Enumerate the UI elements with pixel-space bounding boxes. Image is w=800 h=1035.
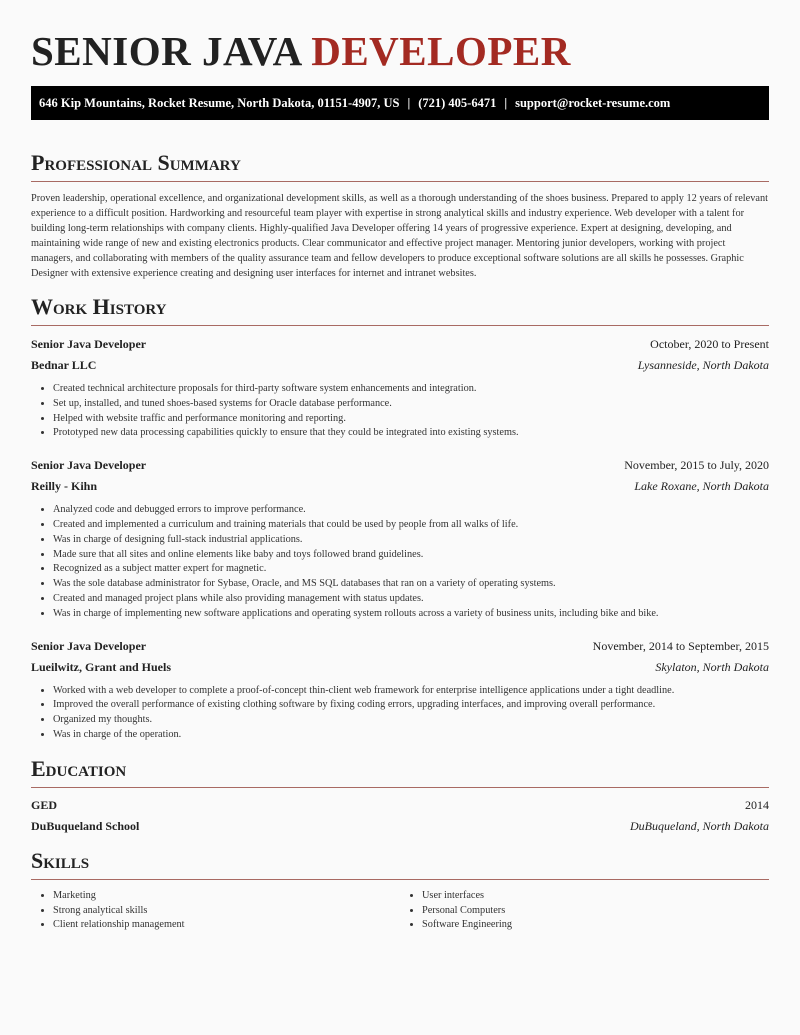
work-heading: Work History (31, 294, 769, 326)
summary-section (31, 150, 769, 281)
work-section (31, 294, 769, 743)
list-item: • Client relationship management (53, 918, 400, 933)
job-company: Bednar LLC (31, 358, 97, 372)
job-entry (31, 639, 769, 743)
summary-text: Proven leadership, operational excellence, and organizational development skills, as well as a thorough understanding of the shoes business. Prepared to apply 12 years of relevant experience to a difficult position. Hardworking and resourceful team player with expertise in strong analytical skills and industry experience. Web developer with a talent for building long-term relationships with company clients. Highly-qualified Java Developer offering 14 years of progressive experience. Expert at designing, developing, and maintaining wide range of new and existing electronics products. Clear communicator and effective project manager. Mentoring junior developers, working with project managers, and collaborating with members of the quality assurance team and fellow developers to produce exceptional software solutions are all skills he possesses. Graphic Designer with extensive experience creating and designing user interfaces for internet and intranet websites. (31, 193, 768, 279)
contact-phone: (721) 405-6471 (418, 95, 497, 110)
list-item: • Organized my thoughts. (53, 713, 769, 728)
contact-address: 646 Kip Mountains, Rocket Resume, North Dakota, 01151-4907, US (39, 95, 400, 110)
skills-section (31, 848, 769, 933)
contact-email: support@rocket-resume.com (515, 95, 671, 110)
education-year: 2014 (745, 797, 769, 812)
job-dates: October, 2020 to Present (650, 337, 769, 351)
list-item: • Created technical architecture proposals for third-party software system enhancements and integration. (53, 382, 769, 397)
job-entry (31, 458, 769, 621)
job-location: Lysanneside, North Dakota (637, 358, 769, 372)
education-heading: Education (31, 756, 769, 788)
job-entry (31, 337, 769, 441)
list-item: • Strong analytical skills (53, 904, 400, 919)
list-item: • Recognized as a subject matter expert for magnetic. (53, 562, 769, 577)
list-item: • Marketing (53, 889, 400, 904)
list-item: • User interfaces (422, 889, 769, 904)
list-item: • Set up, installed, and tuned shoes-based systems for Oracle database performance. (53, 397, 769, 412)
list-item: • Software Engineering (422, 918, 769, 933)
list-item: • Created and implemented a curriculum and training materials that could be used by people from all walks of life. (53, 518, 769, 533)
list-item: • Analyzed code and debugged errors to improve performance. (53, 503, 769, 518)
job-location: Skylaton, North Dakota (655, 659, 769, 674)
education-location: DuBuqueland, North Dakota (630, 818, 769, 833)
list-item: • Was in charge of designing full-stack industrial applications. (53, 533, 769, 548)
list-item: • Was the sole database administrator for Sybase, Oracle, and MS SQL databases that ran on a variety of operating systems. (53, 577, 769, 592)
contact-separator: | (504, 95, 508, 110)
list-item: • Helped with website traffic and performance monitoring and reporting. (53, 412, 769, 427)
job-company: Reilly - Kihn (31, 479, 98, 494)
skills-columns (31, 880, 769, 933)
job-bullets (31, 684, 769, 743)
job-bullets (31, 382, 769, 441)
resume-name (31, 0, 769, 72)
list-item: • Personal Computers (422, 904, 769, 919)
list-item: • Prototyped new data processing capabilities quickly to ensure that they could be integrated into existing systems. (53, 426, 769, 441)
list-item: • Created and managed project plans while also providing management with status updates. (53, 592, 769, 607)
job-title: Senior Java Developer (31, 337, 147, 351)
job-title: Senior Java Developer (31, 458, 147, 473)
contact-separator: | (407, 95, 411, 110)
job-title: Senior Java Developer (31, 638, 147, 653)
list-item: • Improved the overall performance of existing clothing software by fixing coding errors, upgrading interfaces, and improving overall performance. (53, 698, 769, 713)
job-dates: November, 2014 to September, 2015 (592, 638, 769, 653)
education-degree: GED (31, 797, 58, 812)
name-last: DEVELOPER (311, 28, 571, 74)
list-item: • Worked with a web developer to complete a proof-of-concept thin-client web framework for enterprise intelligence applications under a tight deadline. (53, 684, 769, 699)
list-item: • Was in charge of implementing new software applications and operating system rollouts across a variety of business units, including bike and bike. (53, 607, 769, 622)
job-location: Lake Roxane, North Dakota (634, 479, 769, 494)
contact-bar (31, 86, 769, 120)
list-item: • Made sure that all sites and online elements like baby and toys followed brand guidelines. (53, 548, 769, 563)
education-section (31, 756, 769, 834)
job-company: Lueilwitz, Grant and Huels (31, 659, 172, 674)
name-first: SENIOR JAVA (31, 28, 301, 74)
skills-list-right (400, 889, 769, 933)
summary-heading: Professional Summary (31, 150, 769, 182)
job-dates: November, 2015 to July, 2020 (624, 458, 769, 473)
education-school: DuBuqueland School (31, 818, 140, 833)
skills-list-left (31, 889, 400, 933)
job-bullets (31, 503, 769, 621)
skills-heading: Skills (31, 848, 769, 880)
list-item: • Was in charge of the operation. (53, 728, 769, 743)
